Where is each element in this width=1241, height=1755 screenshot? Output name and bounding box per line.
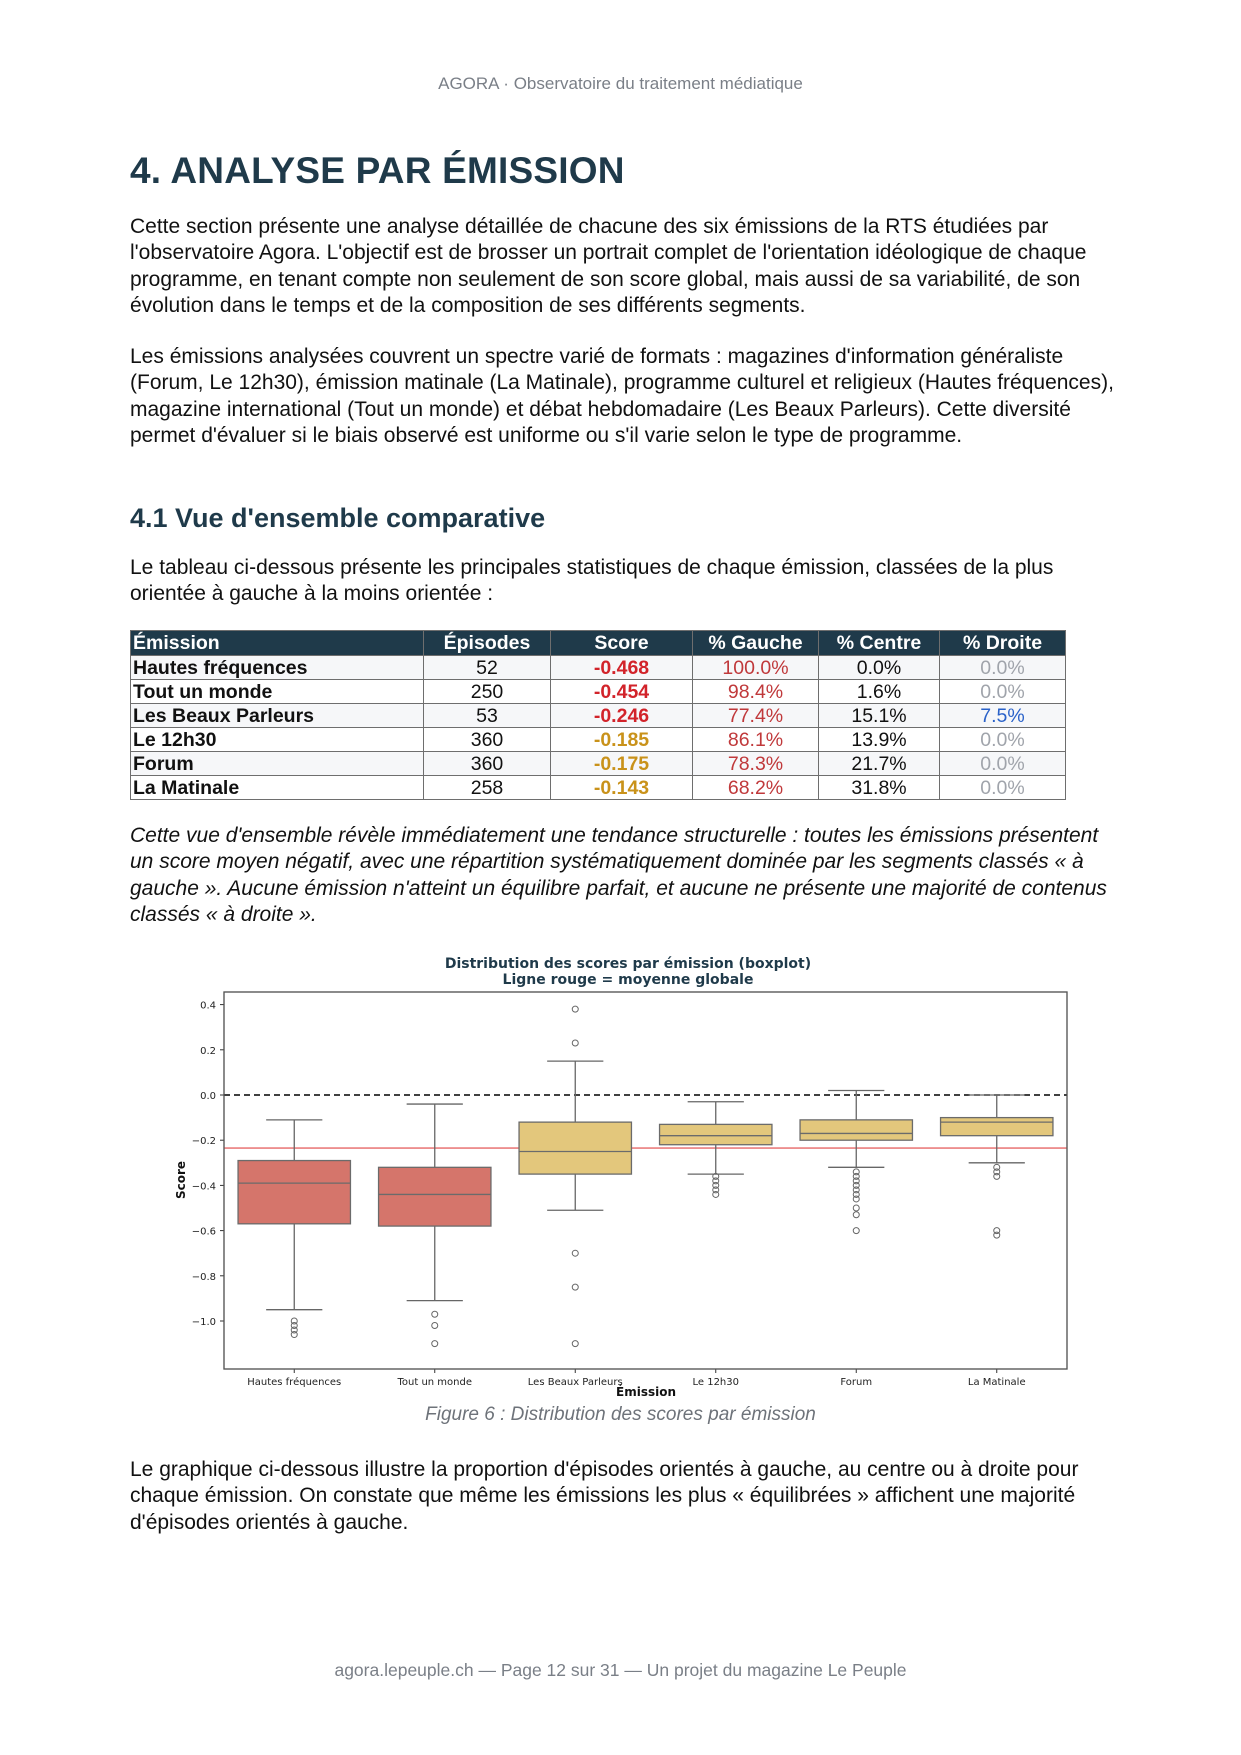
cell-episodes: 53 (424, 704, 551, 728)
iqr-box (800, 1120, 912, 1140)
x-tick-label: Forum (840, 1377, 873, 1388)
cell-gauche: 68.2% (693, 776, 819, 800)
y-tick-label: 0.0 (200, 1091, 216, 1102)
x-tick-label: La Matinale (967, 1377, 1026, 1388)
y-tick-label: 0.4 (200, 1000, 216, 1012)
cell-episodes: 52 (424, 656, 551, 680)
cell-droite: 0.0% (940, 728, 1066, 752)
y-tick-label: −0.4 (191, 1181, 216, 1193)
col-header-gauche: % Gauche (693, 631, 819, 656)
y-tick-label: −0.2 (191, 1136, 216, 1148)
table-row (131, 776, 1066, 800)
iqr-box (941, 1118, 1053, 1136)
col-header-droite: % Droite (940, 631, 1066, 656)
y-tick-label: −0.6 (191, 1226, 216, 1238)
table-header-row (131, 631, 1066, 656)
chart-subtitle: Ligne rouge = moyenne globale (502, 972, 754, 988)
cell-score: -0.185 (551, 728, 693, 752)
iqr-box (519, 1122, 631, 1174)
y-tick-label: −1.0 (191, 1317, 216, 1328)
cell-centre: 21.7% (819, 752, 940, 776)
cell-episodes: 250 (424, 680, 551, 704)
table-row (131, 728, 1066, 752)
col-header-episodes: Épisodes (424, 631, 551, 656)
closing-paragraph: Le graphique ci-dessous illustre la proportion d'épisodes orientés à gauche, au centre ou à droite pour chaque émission. On constate que même les émissions les plus « équilibrées » affichent une majorité d'épisodes orientés à gauche. (130, 1458, 1079, 1534)
running-header: AGORA · Observatoire du traitement médiatique (438, 74, 803, 93)
chart-title: Distribution des scores par émission (boxplot) (444, 956, 812, 972)
page-footer: agora.lepeuple.ch — Page 12 sur 31 — Un projet du magazine Le Peuple (334, 1660, 907, 1680)
section-title: 4. ANALYSE PAR ÉMISSION (130, 150, 625, 191)
cell-gauche: 78.3% (693, 752, 819, 776)
table-row (131, 656, 1066, 680)
col-header-emission: Émission (131, 631, 424, 656)
subsection-title: 4.1 Vue d'ensemble comparative (130, 503, 546, 533)
cell-centre: 0.0% (819, 656, 940, 680)
cell-score: -0.175 (551, 752, 693, 776)
iqr-box (379, 1167, 491, 1226)
cell-gauche: 100.0% (693, 656, 819, 680)
cell-gauche: 77.4% (693, 704, 819, 728)
plot-area (192, 992, 1067, 1388)
cell-emission: La Matinale (131, 776, 424, 800)
cell-emission: Hautes fréquences (131, 656, 424, 680)
x-tick-label: Tout un monde (397, 1377, 473, 1388)
cell-emission: Les Beaux Parleurs (131, 704, 424, 728)
cell-centre: 31.8% (819, 776, 940, 800)
cell-score: -0.468 (551, 656, 693, 680)
intro-paragraph-1: Cette section présente une analyse détaillée de chacune des six émissions de la RTS étudiées par l'observatoire Agora. L'objectif est de brosser un portrait complet de l'orientation idéologique de chaque programme, en tenant compte non seulement de son score global, mais aussi de sa variabilité, de son évolution dans le temps et de la composition de ses différents segments. (130, 215, 1087, 317)
cell-centre: 15.1% (819, 704, 940, 728)
figure-caption: Figure 6 : Distribution des scores par émission (425, 1404, 816, 1425)
boxplot-chart (168, 950, 1078, 1400)
cell-emission: Le 12h30 (131, 728, 424, 752)
y-tick-label: −0.8 (191, 1271, 216, 1283)
cell-emission: Tout un monde (131, 680, 424, 704)
cell-gauche: 98.4% (693, 680, 819, 704)
boxplot-figure (168, 950, 1078, 1400)
cell-centre: 1.6% (819, 680, 940, 704)
x-tick-label: Le 12h30 (692, 1377, 740, 1388)
cell-emission: Forum (131, 752, 424, 776)
cell-episodes: 360 (424, 752, 551, 776)
cell-episodes: 258 (424, 776, 551, 800)
cell-score: -0.246 (551, 704, 693, 728)
cell-score: -0.454 (551, 680, 693, 704)
cell-centre: 13.9% (819, 728, 940, 752)
table-row (131, 680, 1066, 704)
cell-score: -0.143 (551, 776, 693, 800)
table-row (131, 704, 1066, 728)
cell-droite: 0.0% (940, 680, 1066, 704)
iqr-box (238, 1161, 350, 1224)
table-lead-paragraph: Le tableau ci-dessous présente les principales statistiques de chaque émission, classées de la plus orientée à gauche à la moins orientée : (130, 556, 1054, 606)
table-row (131, 752, 1066, 776)
emission-stats-table (130, 630, 1066, 800)
table-commentary: Cette vue d'ensemble révèle immédiatement une tendance structurelle : toutes les émissions présentent un score moyen négatif, avec une répartition systématiquement dominée par les segments classés « à gauche ». Aucune émission n'atteint un équilibre parfait, et aucune ne présente une majorité de contenus classés « à droite ». (130, 824, 1107, 926)
col-header-score: Score (551, 631, 693, 656)
cell-droite: 0.0% (940, 752, 1066, 776)
x-axis-label: Émission (616, 1385, 676, 1399)
cell-gauche: 86.1% (693, 728, 819, 752)
iqr-box (660, 1124, 772, 1144)
cell-droite: 0.0% (940, 776, 1066, 800)
x-tick-label: Les Beaux Parleurs (527, 1377, 623, 1388)
intro-paragraph-2: Les émissions analysées couvrent un spectre varié de formats : magazines d'information généraliste (Forum, Le 12h30), émission matinale (La Matinale), programme culturel et religieux (Hautes fréquences), magazine international (Tout un monde) et débat hebdomadaire (Les Beaux Parleurs). Cette diversité permet d'évaluer si le biais observé est uniforme ou s'il varie selon le type de programme. (130, 345, 1114, 447)
col-header-centre: % Centre (819, 631, 940, 656)
y-tick-label: 0.2 (200, 1045, 216, 1057)
cell-droite: 0.0% (940, 656, 1066, 680)
x-tick-label: Hautes fréquences (247, 1377, 342, 1388)
cell-droite: 7.5% (940, 704, 1066, 728)
y-axis-label: Score (174, 1160, 188, 1200)
cell-episodes: 360 (424, 728, 551, 752)
